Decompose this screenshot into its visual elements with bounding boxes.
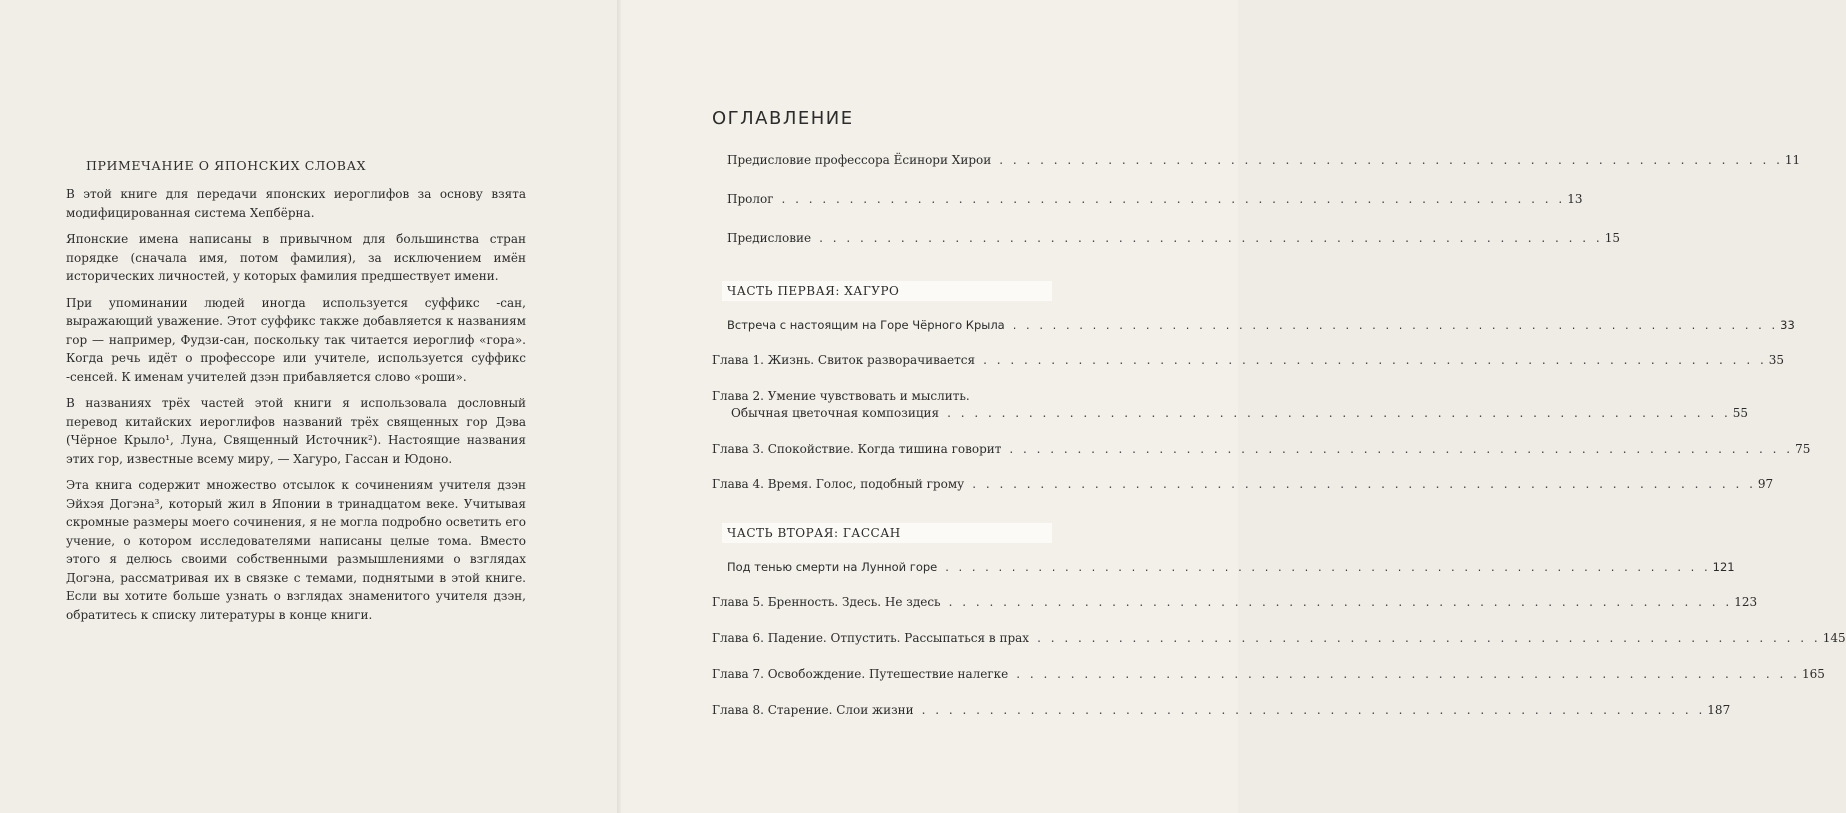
toc-leader-dots: . . . . . . . . . . . . . . . . . . . . . . . . . . . . . . . . . . . . . . . . . . . . . . . . . . . . . . . . . . [1009,442,1794,456]
note-paragraph: В названиях трёх частей этой книги я использовала дословный перевод китайских иероглифов названий трёх священных гор Дэва (Чёрное Крыло¹, Луна, Священный Источник²). Настоящие названия этих гор, известные всему миру, — Хагуро, Гассан и Юдоно. [66,396,526,466]
toc-entry-chapter-2-line1[interactable]: Глава 2. Умение чувствовать и мыслить. [712,389,970,403]
toc-entry-title: Пролог [727,192,774,206]
toc-heading: ОГЛАВЛЕНИЕ [712,108,854,129]
toc-entry-title: Встреча с настоящим на Горе Чёрного Крыла [727,318,1005,332]
toc-entry-title: Предисловие профессора Ёсинори Хирои [727,153,992,167]
toc-entry-title: Под тенью смерти на Лунной горе [727,560,938,574]
toc-entry-chapter-4[interactable] [712,477,1774,491]
toc-entry-title: Предисловие [727,231,812,245]
note-title: ПРИМЕЧАНИЕ О ЯПОНСКИХ СЛОВАХ [86,158,367,173]
toc-entry-title: Глава 8. Старение. Слои жизни [712,703,914,717]
toc-leader-dots: . . . . . . . . . . . . . . . . . . . . . . . . . . . . . . . . . . . . . . . . . . . . . . . . . . . . . . . . . . [948,595,1733,609]
toc-entry-chapter-5[interactable] [712,595,1758,609]
toc-entry-prologue[interactable] [727,192,1583,206]
toc-leader-dots: . . . . . . . . . . . . . . . . . . . . . . . . . . . . . . . . . . . . . . . . . . . . . . . . . . . . . . . . . . [983,353,1767,367]
note-paragraph: В этой книге для передачи японских иероглифов за основу взята модифицированная система Хепбёрна. [66,187,526,220]
toc-page-number: 33 [1780,318,1795,332]
note-paragraph: При упоминании людей иногда используется суффикс -сан, выражающий уважение. Этот суффикс также добавляется к названиям гор — например, Фудзи-сан, поскольку так читается иероглиф «гора». Когда речь идёт о профессоре или учителе, используется суффикс -сенсей. К именам учителей дзэн прибавляется слово «роши». [66,295,526,384]
toc-entry-title: Глава 6. Падение. Отпустить. Рассыпаться в прах [712,631,1030,645]
toc-entry-title: Глава 4. Время. Голос, подобный грому [712,477,965,491]
toc-page-number: 55 [1732,406,1749,420]
toc-entry-title: Глава 5. Бренность. Здесь. Не здесь [712,595,941,609]
toc-entry-chapter-3[interactable] [712,442,1811,456]
part-one-label: ЧАСТЬ ПЕРВАЯ: ХАГУРО [722,281,1052,301]
part-two-label: ЧАСТЬ ВТОРАЯ: ГАССАН [722,523,1052,543]
toc-leader-dots: . . . . . . . . . . . . . . . . . . . . . . . . . . . . . . . . . . . . . . . . . . . . . . . . . . . . . . . . . . [972,477,1756,491]
toc-leader-dots: . . . . . . . . . . . . . . . . . . . . . . . . . . . . . . . . . . . . . . . . . . . . . . . . . . . . . . . . . . [781,192,1566,206]
toc-entry-part2-intro[interactable] [727,560,1735,574]
toc-leader-dots: . . . . . . . . . . . . . . . . . . . . . . . . . . . . . . . . . . . . . . . . . . . . . . . . . . . . . . . . . . [819,231,1603,245]
toc-page-number: 165 [1801,667,1825,681]
toc-page-number: 97 [1757,477,1774,491]
toc-entry-title: Глава 7. Освобождение. Путешествие налегке [712,667,1009,681]
toc-entry-preface[interactable] [727,231,1621,245]
toc-entry-foreword[interactable] [727,153,1801,167]
note-paragraph: Японские имена написаны в привычном для большинства стран порядке (сначала имя, потом фамилия), за исключением имён исторических личностей, у которых фамилия предшествует имени. [66,232,526,283]
toc-page-number: 75 [1795,442,1811,456]
toc-entry-chapter-8[interactable] [712,703,1731,717]
toc-leader-dots: . . . . . . . . . . . . . . . . . . . . . . . . . . . . . . . . . . . . . . . . . . . . . . . . . . . . . . . . . . [1037,631,1821,645]
toc-leader-dots: . . . . . . . . . . . . . . . . . . . . . . . . . . . . . . . . . . . . . . . . . . . . . . . . . . . . . . . . . . [1016,667,1800,681]
note-body [66,185,526,632]
toc-page-number: 11 [1784,153,1801,167]
toc-entry-title: Глава 3. Спокойствие. Когда тишина говорит [712,442,1002,456]
toc-leader-dots: . . . . . . . . . . . . . . . . . . . . . . . . . . . . . . . . . . . . . . . . . . . . . . . . . . . . . . . . . . [947,406,1731,420]
toc-page-number: 121 [1712,560,1735,574]
toc-page-number: 123 [1734,595,1758,609]
toc-page-number: 13 [1567,192,1583,206]
toc-entry-chapter-6[interactable] [712,631,1846,645]
left-page [0,0,618,813]
toc-page-number: 145 [1822,631,1846,645]
toc-leader-dots: . . . . . . . . . . . . . . . . . . . . . . . . . . . . . . . . . . . . . . . . . . . . . . . . . . . . . . . . . . [999,153,1783,167]
toc-leader-dots: . . . . . . . . . . . . . . . . . . . . . . . . . . . . . . . . . . . . . . . . . . . . . . . . . . . . . . . . . . [921,703,1706,717]
toc-entry-part1-intro[interactable] [727,318,1795,332]
toc-page-number: 15 [1604,231,1621,245]
toc-page-number: 187 [1707,703,1731,717]
toc-leader-dots: . . . . . . . . . . . . . . . . . . . . . . . . . . . . . . . . . . . . . . . . . . . . . . . . . . . . . . . . . . [945,560,1711,574]
toc-page-number: 35 [1768,353,1785,367]
toc-leader-dots: . . . . . . . . . . . . . . . . . . . . . . . . . . . . . . . . . . . . . . . . . . . . . . . . . . . . . . . . . . [1012,318,1779,332]
toc-entry-chapter-7[interactable] [712,667,1825,681]
toc-entry-chapter-1[interactable] [712,353,1785,367]
toc-entry-title: Глава 1. Жизнь. Свиток разворачивается [712,353,976,367]
toc-entry-chapter-2[interactable] [731,406,1749,420]
note-paragraph: Эта книга содержит множество отсылок к сочинениям учителя дзэн Эйхэя Догэна³, который жил в Японии в тринадцатом веке. Учитывая скромные размеры моего сочинения, я не могла подробно осветить его учение, о котором исследователями написаны целые тома. Вместо этого я делюсь своими собственными размышлениями о взглядах Догэна, рассматривая их в связке с темами, поднятыми в этой книге. Если вы хотите больше узнать о взглядах знаменитого учителя дзэн, обратитесь к списку литературы в конце книги. [66,478,526,622]
toc-entry-title: Обычная цветочная композиция [731,406,940,420]
